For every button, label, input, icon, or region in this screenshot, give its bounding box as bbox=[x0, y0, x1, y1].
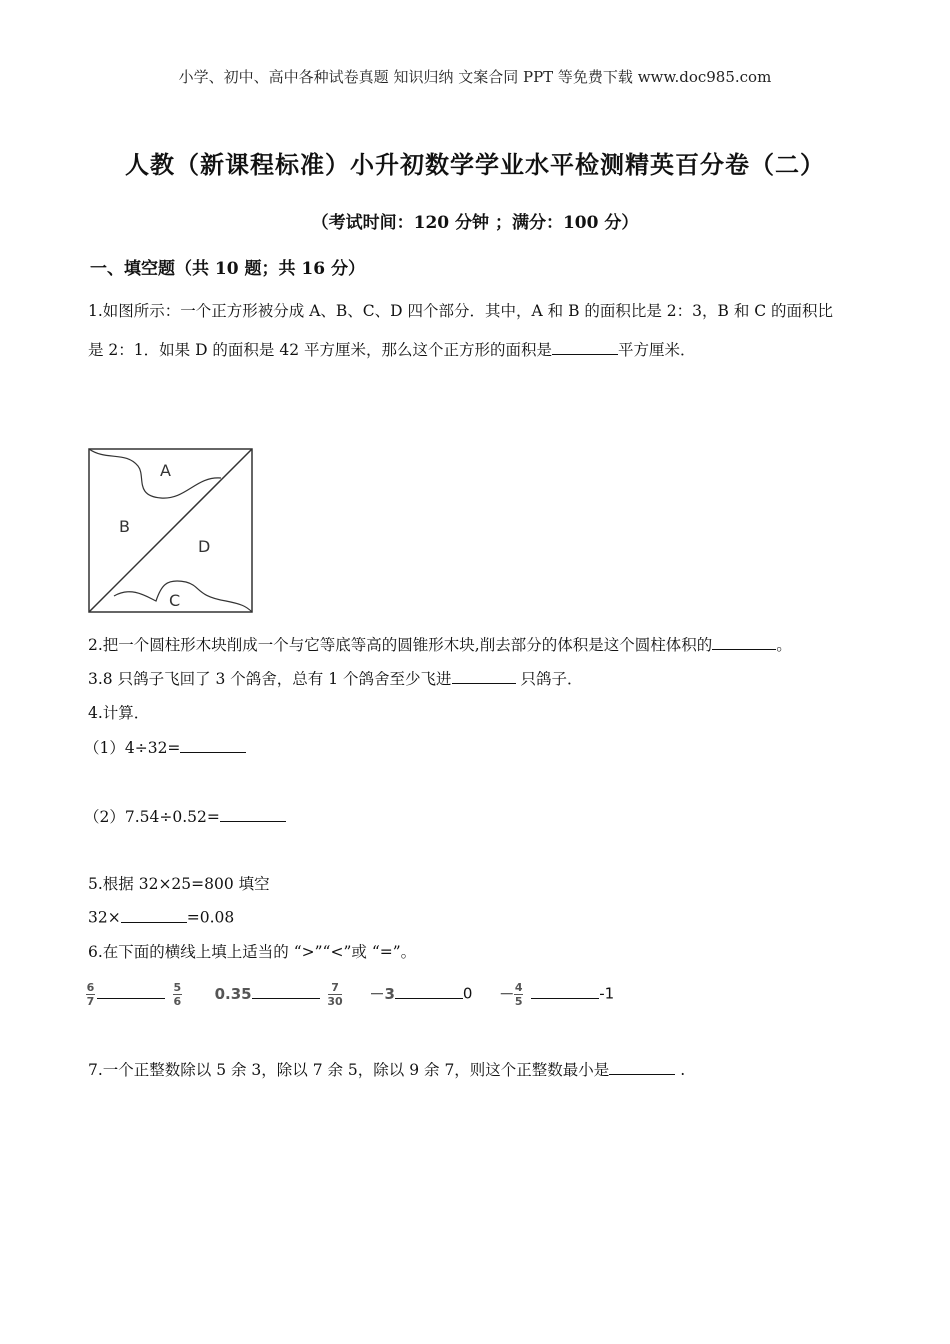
decimal-0-35: 0.35 bbox=[214, 984, 252, 1003]
question-2 bbox=[88, 633, 792, 655]
q2-text: 2.把一个圆柱形木块削成一个与它等底等高的圆锥形木块,削去部分的体积是这个圆柱体积的 bbox=[88, 636, 713, 654]
label-a: A bbox=[160, 461, 171, 480]
question-4-part-1 bbox=[84, 736, 246, 758]
negative-3: －3 bbox=[369, 984, 395, 1003]
section-heading: 一、填空题（共 10 题；共 16 分） bbox=[90, 259, 365, 279]
q1-text: 是 2：1．如果 D 的面积是 42 平方厘米，那么这个正方形的面积是 bbox=[88, 341, 553, 359]
question-1-line-1: 1.如图所示：一个正方形被分成 A、B、C、D 四个部分．其中，A 和 B 的面积比是 2：3，B 和 C 的面积比 bbox=[88, 302, 834, 320]
answer-blank[interactable] bbox=[552, 339, 618, 356]
question-4-part-2 bbox=[84, 805, 286, 827]
compare-blank-3[interactable] bbox=[395, 983, 463, 999]
question-5-equation bbox=[88, 906, 234, 927]
q4-1-text: （1）4÷32= bbox=[84, 739, 181, 757]
page-title: 人教（新课程标准）小升初数学学业水平检测精英百分卷（二） bbox=[125, 150, 825, 179]
question-6: 6.在下面的横线上填上适当的 “>”“<”或 “=”。 bbox=[88, 943, 417, 961]
label-d: D bbox=[198, 537, 211, 556]
fraction-5-6: $\frac{5}{6}$ bbox=[173, 981, 182, 1008]
q1-unit: 平方厘米． bbox=[618, 341, 696, 359]
answer-blank[interactable] bbox=[220, 806, 286, 823]
negative-1: -1 bbox=[599, 984, 615, 1003]
fraction-4-5: $\frac{4}{5}$ bbox=[514, 981, 523, 1008]
question-4: 4.计算． bbox=[88, 704, 150, 722]
q2-end: 。 bbox=[776, 636, 792, 654]
fraction-6-7: $\frac{6}{7}$ bbox=[86, 981, 95, 1008]
q7-text: 7.一个正整数除以 5 余 3，除以 7 余 5，除以 9 余 7，则这个正整数最小是 bbox=[88, 1061, 610, 1079]
q4-2-text: （2）7.54÷0.52= bbox=[84, 808, 220, 826]
answer-blank[interactable] bbox=[609, 1059, 675, 1076]
question-1-line-2 bbox=[88, 338, 696, 360]
question-6-row bbox=[86, 982, 614, 1007]
q5-right: =0.08 bbox=[186, 908, 235, 927]
q3-text: 3.8 只鸽子飞回了 3 个鸽舍，总有 1 个鸽舍至少飞进 bbox=[88, 670, 452, 688]
q7-end: . bbox=[675, 1061, 686, 1079]
answer-blank[interactable] bbox=[712, 634, 776, 651]
label-b: B bbox=[119, 517, 130, 536]
answer-blank[interactable] bbox=[121, 906, 187, 923]
question-7 bbox=[88, 1058, 685, 1080]
compare-blank-1[interactable] bbox=[97, 983, 165, 999]
question-3 bbox=[88, 667, 582, 689]
compare-blank-4[interactable] bbox=[531, 983, 599, 999]
question-5: 5.根据 32×25=800 填空 bbox=[88, 875, 270, 893]
q3-end: 只鸽子． bbox=[515, 670, 583, 688]
fraction-7-30: $\frac{7}{30}$ bbox=[327, 981, 343, 1008]
answer-blank[interactable] bbox=[180, 737, 246, 754]
page-header: 小学、初中、高中各种试卷真题 知识归纳 文案合同 PPT 等免费下载 www.doc985.com bbox=[178, 68, 772, 86]
label-c: C bbox=[169, 591, 181, 610]
negative-sign: － bbox=[499, 984, 515, 1003]
exam-info: （考试时间：120 分钟 ；满分：100 分） bbox=[311, 213, 639, 233]
zero: 0 bbox=[462, 984, 473, 1003]
q5-left: 32× bbox=[88, 908, 121, 927]
square-figure bbox=[86, 446, 256, 616]
compare-blank-2[interactable] bbox=[252, 983, 320, 999]
answer-blank[interactable] bbox=[452, 668, 516, 685]
